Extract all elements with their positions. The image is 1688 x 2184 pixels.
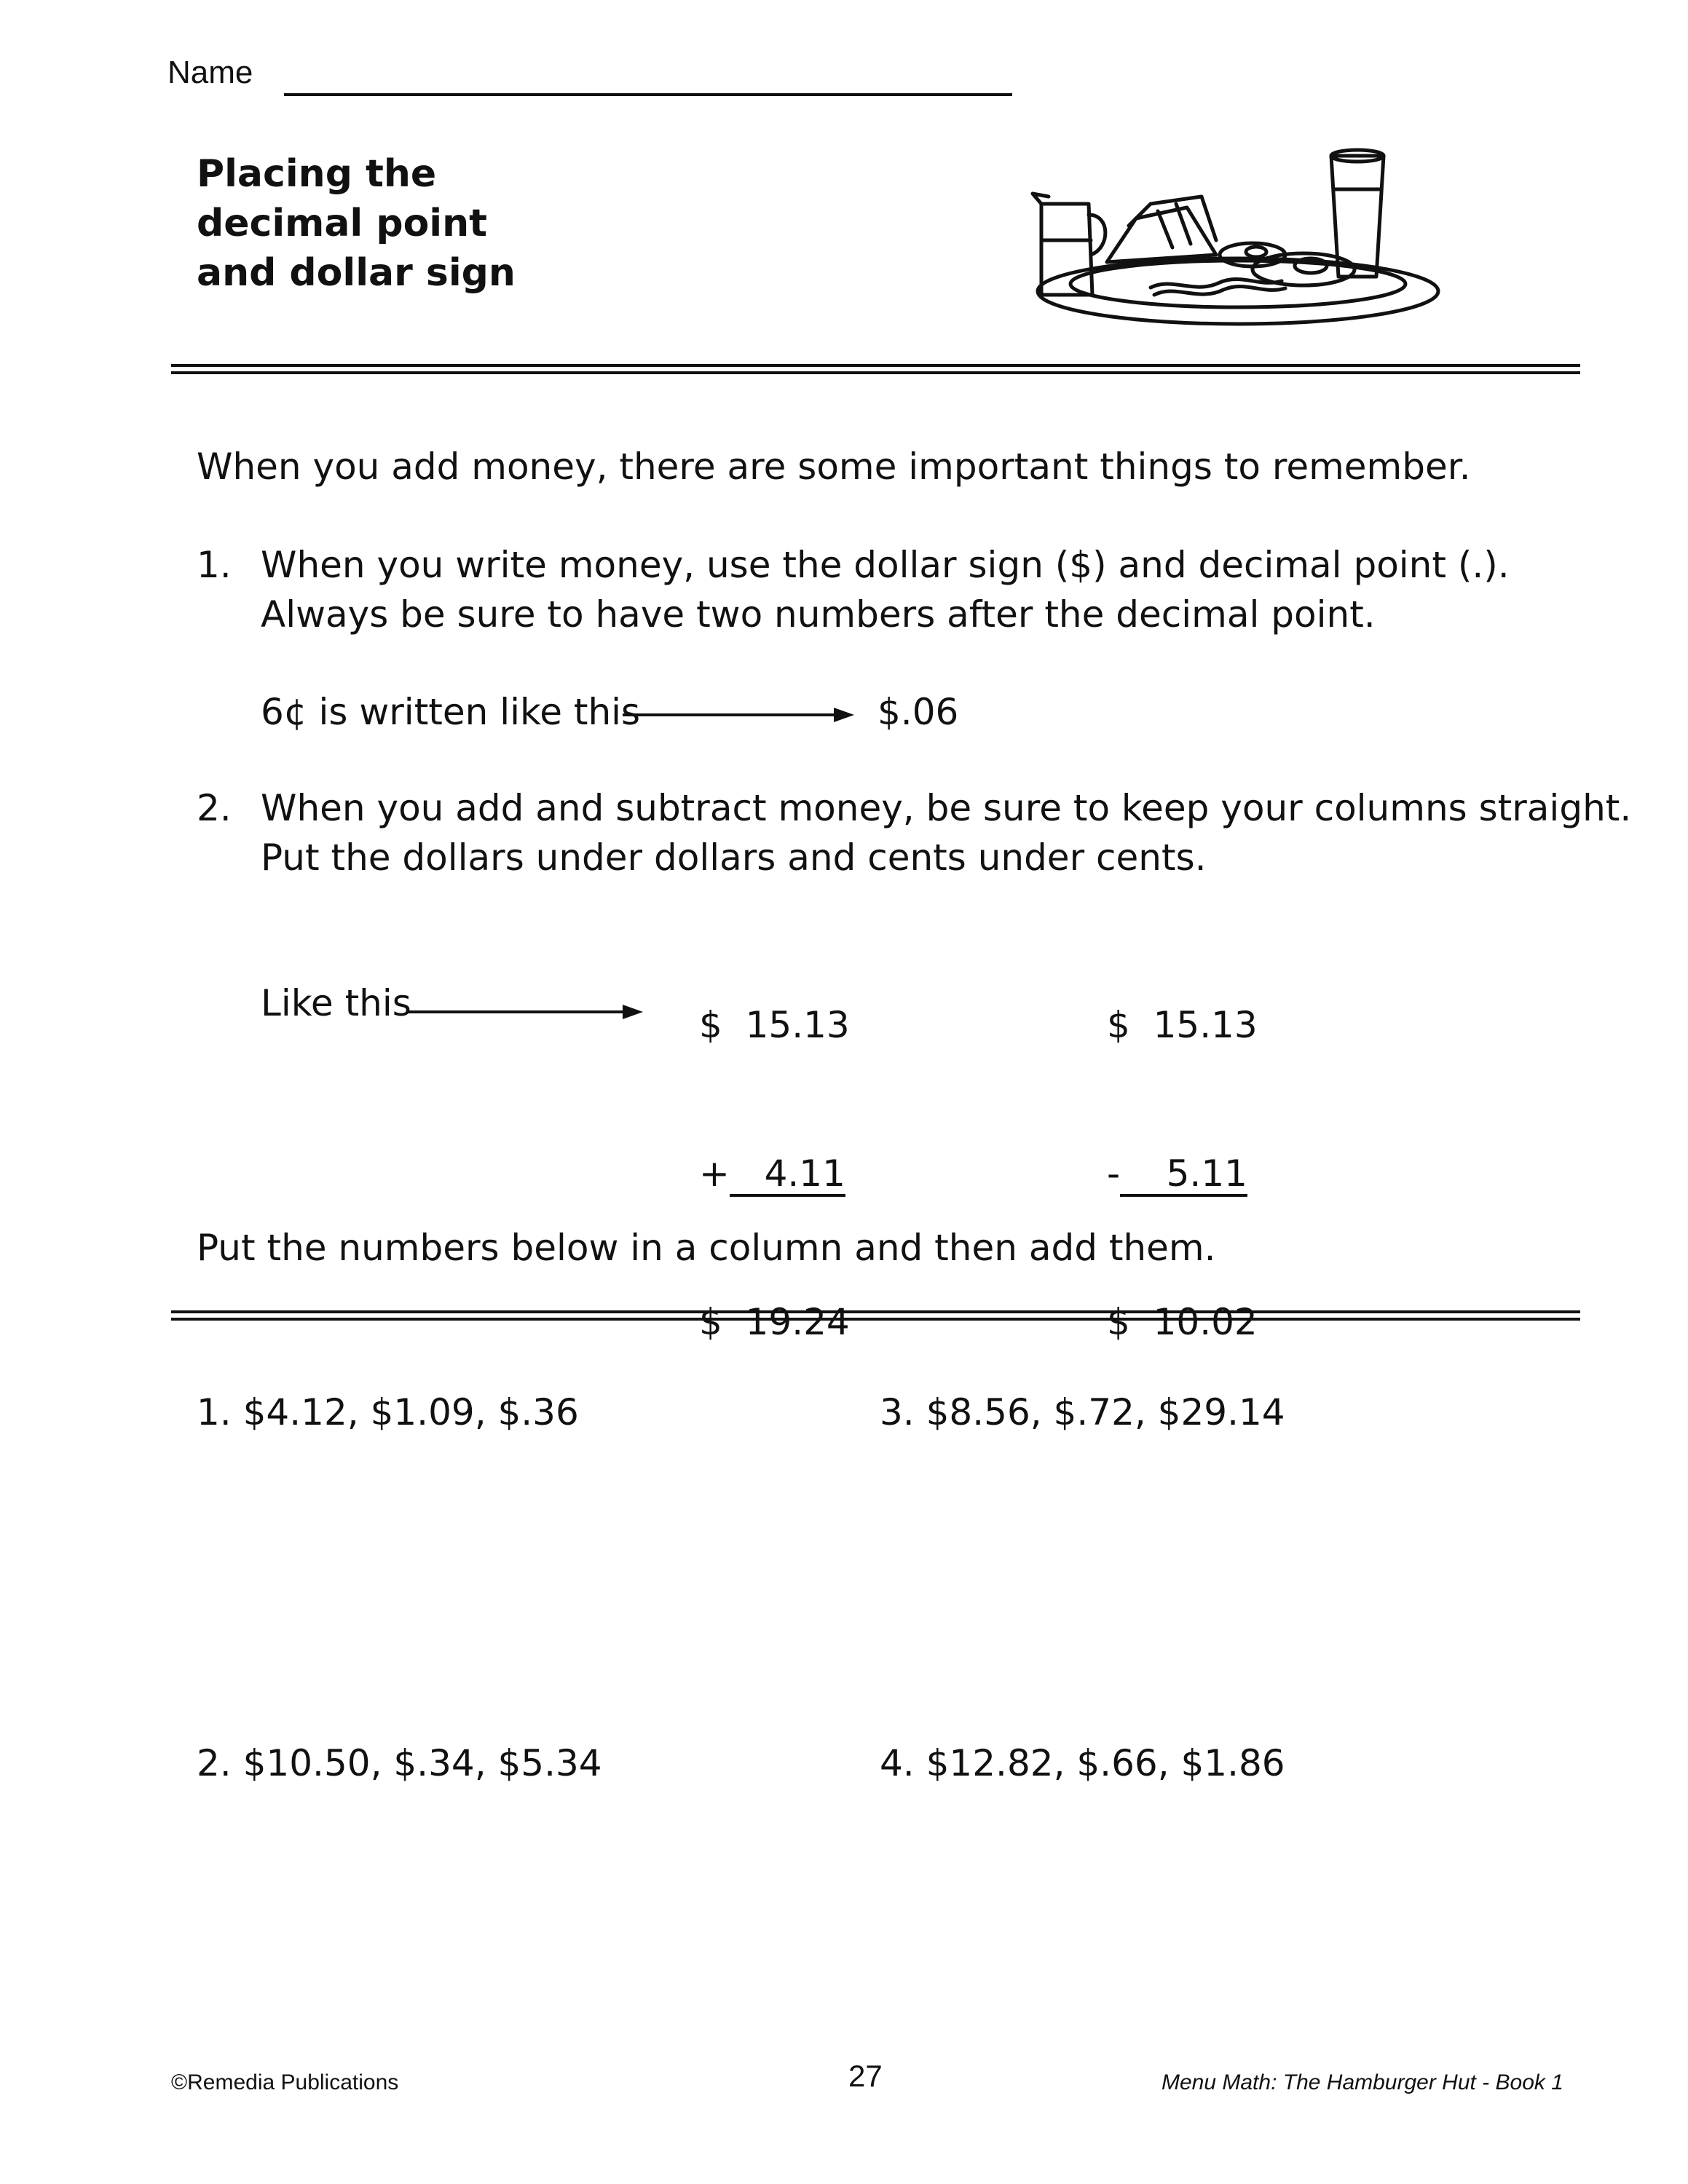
worksheet-title [197, 149, 516, 298]
problem-values: $10.50, $.34, $5.34 [242, 1742, 602, 1784]
rule-2-line-2: Put the dollars under dollars and cents under cents. [261, 836, 1207, 879]
problem-values: $12.82, $.66, $1.86 [926, 1742, 1285, 1784]
addition-operand-row [699, 1149, 850, 1198]
minus-sign: - [1107, 1152, 1121, 1195]
subtraction-line-1: $ 15.13 [1107, 1004, 1258, 1046]
rule-2-example-label: Like this [261, 982, 411, 1024]
instruction-divider [171, 1310, 1580, 1321]
header-divider [171, 364, 1580, 374]
instruction-text: Put the numbers below in a column and then add them. [197, 1227, 1216, 1269]
problem-values: $4.12, $1.09, $.36 [242, 1391, 579, 1433]
plus-sign: + [699, 1152, 730, 1195]
addition-line-1: $ 15.13 [699, 1004, 850, 1046]
footer-publisher: ©Remedia Publications [171, 2070, 399, 2094]
addition-result: $ 19.24 [699, 1301, 850, 1343]
problem-number: 1. [197, 1391, 232, 1433]
title-line-3: and dollar sign [197, 251, 516, 295]
subtraction-example [1107, 901, 1258, 1396]
arrow-right-icon [408, 997, 644, 1026]
rule-1-line-1: When you write money, use the dollar sign ($) and decimal point (.). [261, 544, 1510, 586]
addition-example [699, 901, 850, 1396]
arrow-right-icon [623, 700, 856, 729]
name-label: Name [167, 55, 253, 90]
intro-text: When you add money, there are some important things to remember. [197, 446, 1471, 488]
rule-1-example-value: $.06 [877, 691, 959, 733]
problem-2 [197, 1738, 602, 1788]
subtraction-operand-row [1107, 1149, 1258, 1198]
footer-book-title: Menu Math: The Hamburger Hut - Book 1 [1162, 2070, 1563, 2094]
problem-1 [197, 1388, 579, 1437]
problem-3 [880, 1388, 1285, 1437]
addition-operand: 4.11 [730, 1153, 845, 1197]
problem-number: 4. [880, 1742, 915, 1784]
page-number: 27 [848, 2059, 883, 2093]
problem-values: $8.56, $.72, $29.14 [926, 1391, 1285, 1433]
title-line-2: decimal point [197, 202, 487, 245]
rule-1-line-2: Always be sure to have two numbers after the decimal point. [261, 593, 1376, 636]
rule-2-line-1: When you add and subtract money, be sure to keep your columns straight. [261, 787, 1632, 829]
subtraction-result: $ 10.02 [1107, 1301, 1258, 1343]
breakfast-plate-icon [1019, 138, 1471, 357]
rule-1-number: 1. [197, 544, 232, 586]
problem-number: 3. [880, 1391, 915, 1433]
subtraction-operand: 5.11 [1120, 1153, 1247, 1197]
name-write-line[interactable] [284, 93, 1012, 96]
rule-2-number: 2. [197, 787, 232, 829]
problem-4 [880, 1738, 1285, 1788]
title-line-1: Placing the [197, 152, 437, 196]
problem-number: 2. [197, 1742, 232, 1784]
rule-1-example-label: 6¢ is written like this [261, 691, 641, 733]
